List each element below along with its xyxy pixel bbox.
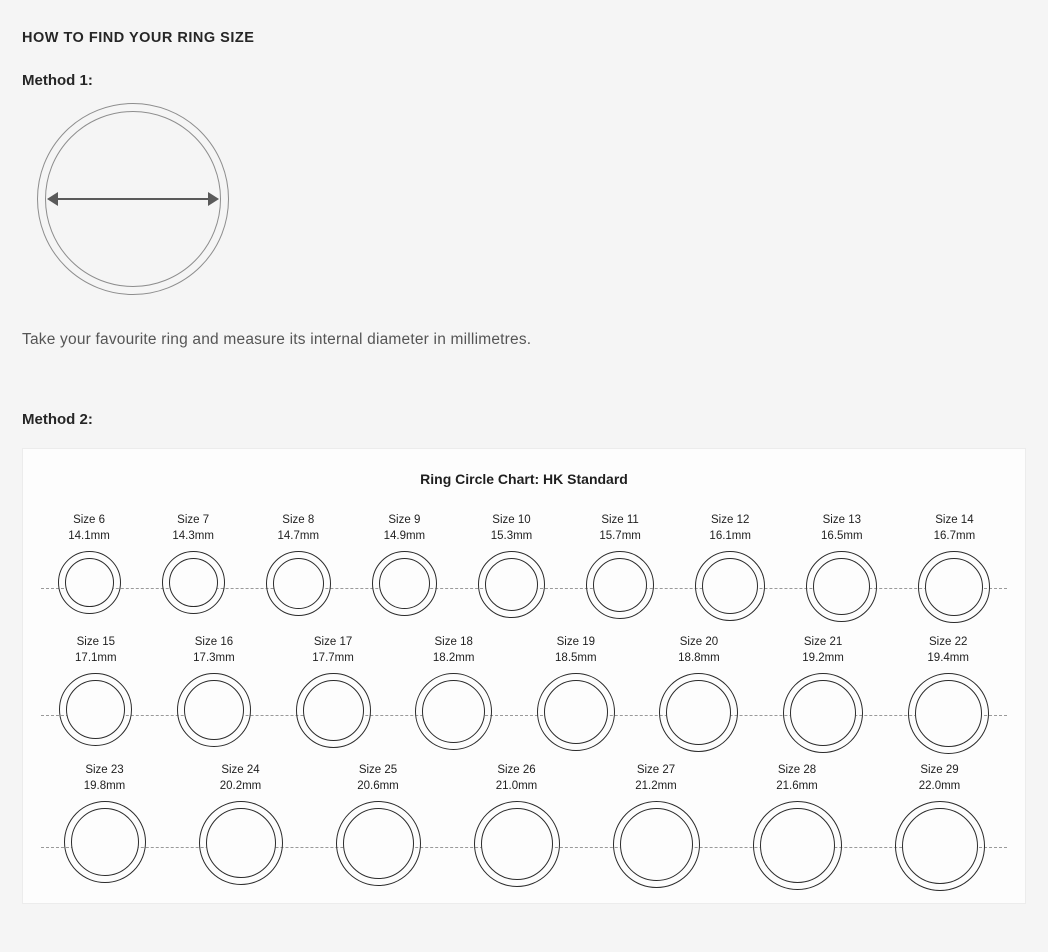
ring-size-item[interactable] [537,635,615,751]
ring-circle-graphic [64,801,146,883]
ring-size-label: Size 24 [221,764,260,776]
ring-inner-edge [593,558,647,612]
method-2-label: Method 2: [22,411,93,428]
ring-size-label: Size 7 [177,514,210,526]
arrow-right-icon [208,192,219,206]
ring-circle-graphic [613,801,700,888]
ring-size-label: Size 23 [85,764,124,776]
ring-size-item[interactable] [753,763,842,890]
method-1-caption: Take your favourite ring and measure its internal diameter in millimetres. [22,331,532,348]
ring-chart-row [23,635,1025,763]
ring-size-item[interactable] [908,635,989,754]
ring-circle-graphic [474,801,560,887]
ring-circle-graphic [177,673,251,747]
ring-inner-edge [169,558,218,607]
ring-inner-edge [343,808,414,879]
ring-diameter-label: 21.6mm [776,779,818,792]
ring-diameter-label: 18.8mm [678,651,720,664]
ring-diameter-label: 17.3mm [193,651,235,664]
ring-size-label: Size 20 [679,636,719,648]
ring-diameter-label: 21.0mm [495,779,538,792]
ring-diameter-label: 16.5mm [821,529,863,542]
ring-inner-edge [303,680,364,741]
ring-diameter-label: 16.7mm [933,529,976,542]
ring-diameter-label: 14.9mm [383,529,426,542]
ring-row-items [23,513,1025,623]
ring-diameter-label: 17.7mm [312,651,354,664]
ring-inner-edge [620,808,693,881]
ring-size-item[interactable] [59,635,132,746]
ring-size-item[interactable] [177,635,251,747]
ring-inner-edge [702,558,758,614]
ring-size-label: Size 13 [822,514,861,526]
ring-size-item[interactable] [586,513,654,619]
ring-inner-edge [422,680,485,743]
ring-size-item[interactable] [336,763,421,886]
ring-diameter-label: 18.2mm [432,651,475,664]
ring-inner-edge [206,808,276,878]
diameter-arrow-line [53,198,213,200]
ring-inner-edge [485,558,538,611]
ring-size-item[interactable] [474,763,560,887]
ring-circle-graphic [806,551,877,622]
ring-size-label: Size 8 [282,514,315,526]
ring-diameter-label: 19.4mm [927,651,969,664]
ring-circle-graphic [415,673,492,750]
ring-size-label: Size 14 [935,514,974,526]
ring-circle-graphic [918,551,990,623]
ring-size-item[interactable] [372,513,437,616]
ring-circle-graphic [695,551,765,621]
ring-chart-row [23,513,1025,635]
ring-inner-edge [71,808,139,876]
ring-size-item[interactable] [162,513,225,614]
ring-size-label: Size 22 [929,636,968,648]
ring-size-label: Size 18 [434,636,473,648]
ring-inner-edge [66,680,125,739]
ring-size-item[interactable] [659,635,738,752]
ring-circle-graphic [58,551,121,614]
ring-size-label: Size 21 [803,636,843,648]
ring-diameter-label: 22.0mm [918,779,961,792]
ring-circle-graphic [478,551,545,618]
arrow-left-icon [47,192,58,206]
ring-chart-row [23,763,1025,893]
ring-size-label: Size 26 [497,764,536,776]
ring-diameter-label: 14.7mm [277,529,320,542]
ring-size-item[interactable] [64,763,146,883]
ring-circle-graphic [783,673,863,753]
ring-size-item[interactable] [613,763,700,888]
ring-size-label: Size 12 [711,514,750,526]
ring-circle-graphic [659,673,738,752]
ring-inner-edge [544,680,608,744]
ring-size-label: Size 28 [777,764,817,776]
ring-diameter-label: 19.8mm [83,779,126,792]
ring-circle-graphic [266,551,331,616]
ring-size-label: Size 29 [920,764,959,776]
ring-circle-graphic [199,801,283,885]
page-title: HOW TO FIND YOUR RING SIZE [22,30,255,46]
ring-inner-edge [379,558,430,609]
ring-diameter-label: 14.3mm [172,529,214,542]
ring-size-label: Size 19 [556,636,595,648]
ring-size-item[interactable] [415,635,492,750]
ring-inner-edge [915,680,982,747]
ring-size-label: Size 17 [313,636,353,648]
ring-chart-rows [23,513,1025,893]
ring-size-item[interactable] [783,635,863,753]
chart-title: Ring Circle Chart: HK Standard [420,471,628,487]
ring-circle-graphic [336,801,421,886]
ring-diameter-label: 15.3mm [490,529,533,542]
ring-inner-edge [65,558,114,607]
ring-size-label: Size 25 [358,764,398,776]
ring-diameter-label: 14.1mm [68,529,110,542]
ring-size-item[interactable] [895,763,985,891]
ring-diameter-label: 16.1mm [709,529,751,542]
ring-size-item[interactable] [58,513,121,614]
method-1-label: Method 1: [22,72,93,89]
ring-circle-graphic [59,673,132,746]
ring-size-item[interactable] [806,513,877,622]
ring-circle-graphic [537,673,615,751]
ring-diameter-diagram [37,103,237,303]
ring-circle-chart-panel [22,448,1026,904]
ring-circle-graphic [162,551,225,614]
ring-diameter-label: 21.2mm [635,779,677,792]
ring-inner-edge [760,808,835,883]
ring-inner-edge [273,558,324,609]
ring-circle-graphic [908,673,989,754]
ring-inner-edge [481,808,553,880]
ring-size-label: Size 11 [601,514,639,526]
ring-diameter-label: 17.1mm [75,651,117,664]
ring-circle-graphic [296,673,371,748]
ring-size-item[interactable] [918,513,990,623]
ring-circle-graphic [372,551,437,616]
ring-circle-graphic [586,551,654,619]
ring-size-label: Size 10 [492,514,531,526]
ring-size-label: Size 27 [636,764,676,776]
ring-size-item[interactable] [296,635,371,748]
ring-size-item[interactable] [266,513,331,616]
ring-diameter-label: 19.2mm [802,651,844,664]
ring-size-item[interactable] [695,513,765,621]
ring-inner-edge [184,680,244,740]
ring-circle-graphic [895,801,985,891]
ring-diameter-label: 15.7mm [599,529,641,542]
ring-row-items [23,635,1025,754]
ring-size-item[interactable] [199,763,283,885]
ring-size-label: Size 15 [76,636,115,648]
ring-size-label: Size 16 [194,636,234,648]
ring-diameter-label: 20.2mm [219,779,262,792]
ring-size-label: Size 6 [73,514,106,526]
ring-circle-graphic [753,801,842,890]
ring-inner-edge [902,808,978,884]
ring-diameter-label: 18.5mm [555,651,597,664]
ring-inner-edge [790,680,856,746]
ring-diameter-label: 20.6mm [357,779,399,792]
ring-size-label: Size 9 [388,514,421,526]
ring-row-items [23,763,1025,891]
ring-inner-edge [813,558,870,615]
ring-size-item[interactable] [478,513,545,618]
